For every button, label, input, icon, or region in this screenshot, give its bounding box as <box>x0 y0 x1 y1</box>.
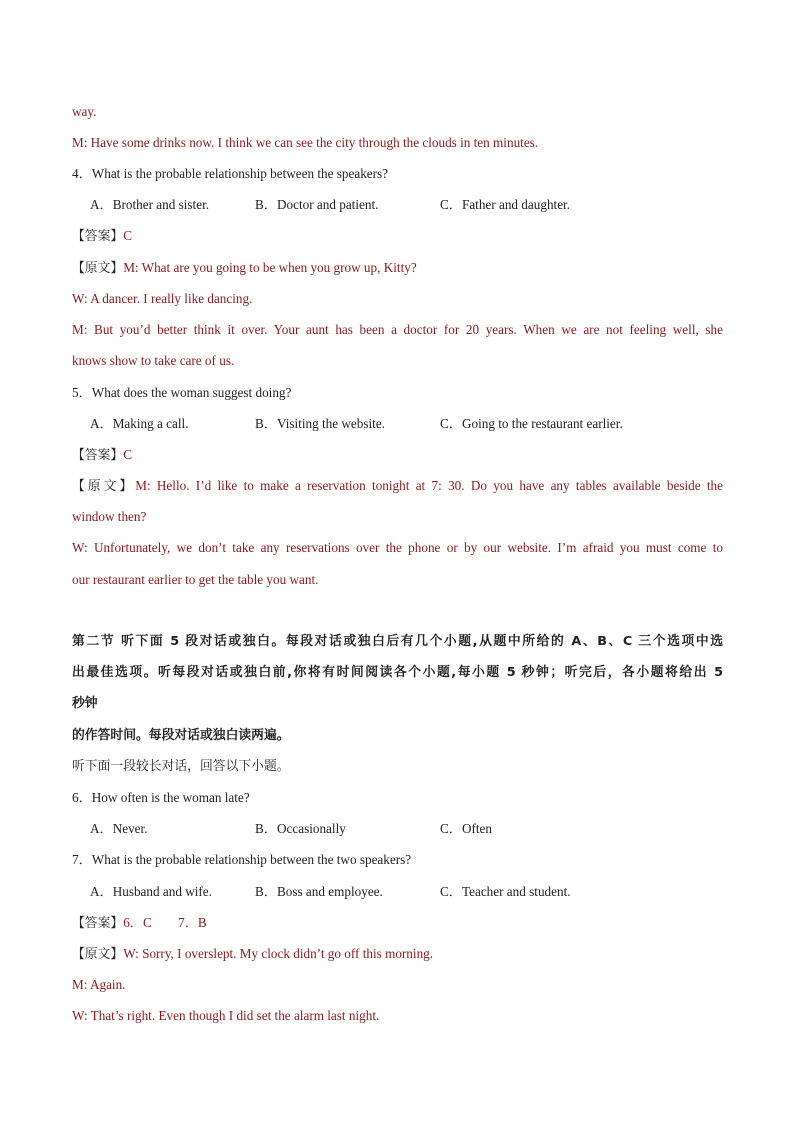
transcript-line: our restaurant earlier to get the table you want. <box>72 572 319 587</box>
option-c: C．Teacher and student. <box>440 884 571 899</box>
answer-line <box>72 446 723 465</box>
answer-label: 【答案】 <box>72 448 124 463</box>
transcript-line <box>72 259 723 278</box>
option-b: B．Boss and employee. <box>255 884 383 899</box>
option-a: A．Making a call. <box>90 416 189 431</box>
option-c: C．Often <box>440 821 493 836</box>
transcript-line: M: Again. <box>72 977 126 992</box>
section-heading-line: 第二节 听下面 5 段对话或独白。每段对话或独白后有几个小题,从题中所给的 A、B、C 三个选项中选 <box>72 634 723 649</box>
option-b: B．Visiting the website. <box>255 416 385 431</box>
section-heading-line: 的作答时间。每段对话或独白读两遍。 <box>72 728 290 743</box>
transcript-line: way. <box>72 104 97 119</box>
option-a: A．Brother and sister. <box>90 197 210 212</box>
section-heading-line: 秒钟 <box>72 696 98 711</box>
option-a: A．Husband and wife. <box>90 884 212 899</box>
answer-label: 【答案】 <box>72 916 124 931</box>
option-b: B．Occasionally <box>255 821 346 836</box>
answer-value: 6．C 7．B <box>123 915 207 930</box>
transcript-line: M: But you’d better think it over. Your aunt has been a doctor for 20 years. When we are not feeling well, she <box>72 322 723 337</box>
transcript-label: 【原文】 <box>72 479 136 494</box>
transcript-line: knows show to take care of us. <box>72 353 235 368</box>
answer-line <box>72 914 723 933</box>
transcript-line: W: That’s right. Even though I did set the alarm last night. <box>72 1008 380 1023</box>
question-4: 4．What is the probable relationship between the speakers? <box>72 166 389 181</box>
question-7: 7．What is the probable relationship between the two speakers? <box>72 852 412 867</box>
option-b: B．Doctor and patient. <box>255 197 379 212</box>
question-6: 6．How often is the woman late? <box>72 790 250 805</box>
option-c: C．Going to the restaurant earlier. <box>440 416 623 431</box>
transcript-line: M: Have some drinks now. I think we can see the city through the clouds in ten minutes. <box>72 135 539 150</box>
transcript-line: window then? <box>72 509 147 524</box>
answer-value: C <box>123 228 132 243</box>
answer-value: C <box>123 447 132 462</box>
transcript-text: M: Hello. I’d like to make a reservation tonight at 7: 30. Do you have any tables available beside the <box>135 478 723 493</box>
transcript-line <box>72 945 723 964</box>
option-a: A．Never. <box>90 821 148 836</box>
question-5: 5．What does the woman suggest doing? <box>72 385 292 400</box>
transcript-text: W: Sorry, I overslept. My clock didn’t go off this morning. <box>123 946 434 961</box>
section-heading-line: 出最佳选项。听每段对话或独白前,你将有时间阅读各个小题,每小题 5 秒钟；听完后，各小题将给出 5 <box>72 665 723 680</box>
transcript-label: 【原文】 <box>72 261 124 276</box>
answer-label: 【答案】 <box>72 229 124 244</box>
transcript-line: W: A dancer. I really like dancing. <box>72 291 253 306</box>
answer-line <box>72 227 723 246</box>
transcript-line <box>72 477 723 496</box>
transcript-label: 【原文】 <box>72 947 124 962</box>
transcript-text: M: What are you going to be when you grow up, Kitty? <box>123 260 417 275</box>
option-c: C．Father and daughter. <box>440 197 571 212</box>
section-intro: 听下面一段较长对话，回答以下小题。 <box>72 759 290 774</box>
transcript-line: W: Unfortunately, we don’t take any reservations over the phone or by our website. I’m afraid you must come to <box>72 540 723 555</box>
